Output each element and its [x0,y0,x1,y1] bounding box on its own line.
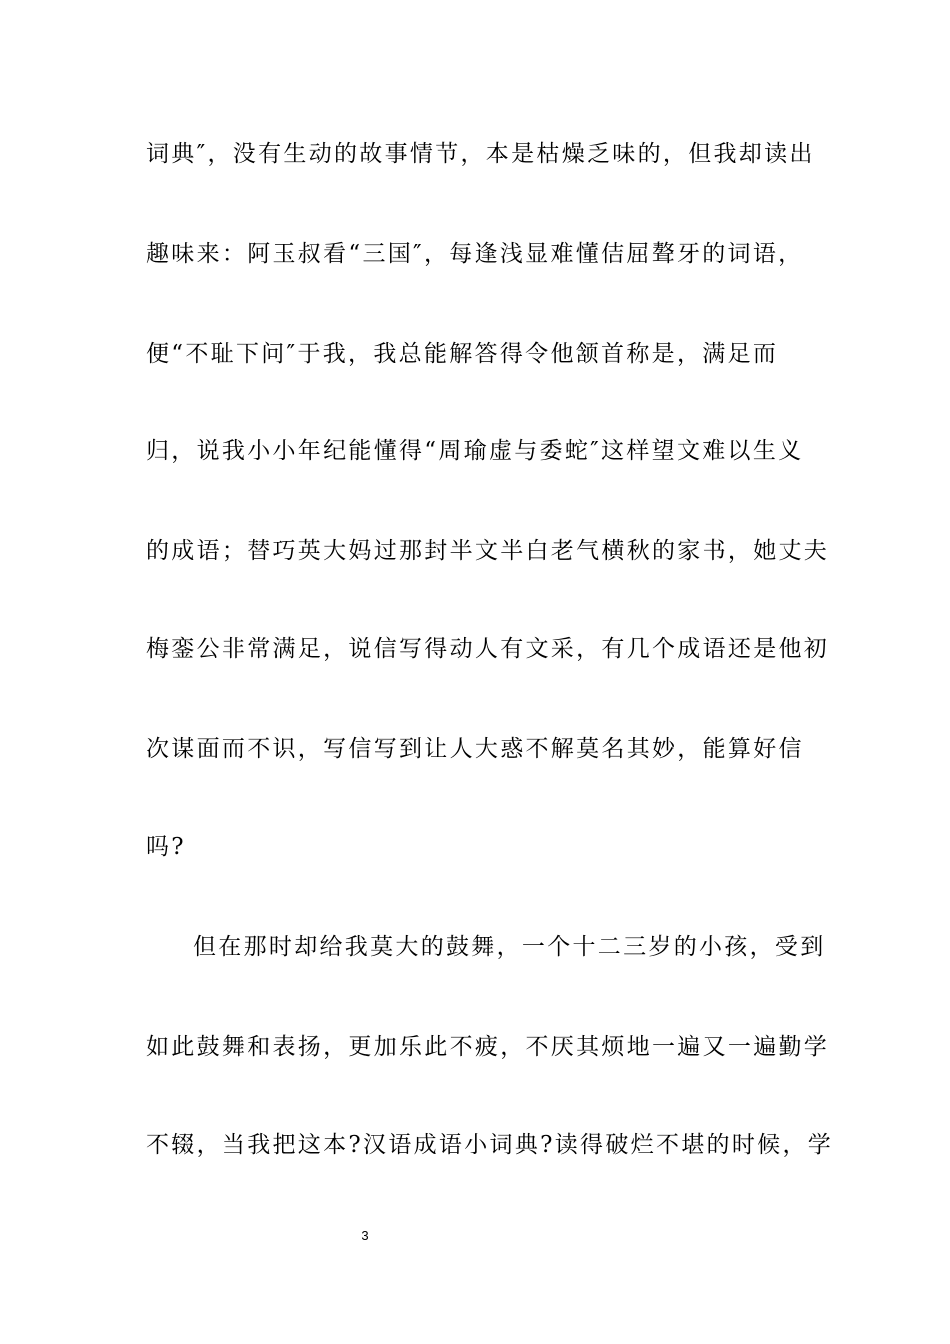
text-line: 的成语；替巧英大妈过那封半文半白老气横秋的家书，她丈夫 [146,538,830,564]
text-line: 词典″，没有生动的故事情节，本是枯燥乏味的，但我却读出 [146,141,815,167]
text-line: 如此鼓舞和表扬，更加乐此不疲，不厌其烦地一遍又一遍勤学 [146,1034,830,1060]
text-line: 梅銮公非常满足，说信写得动人有文采，有几个成语还是他初 [146,636,830,662]
text-line: 次谋面而不识，写信写到让人大惑不解莫名其妙，能算好信 [146,736,804,762]
text-line: 趣味来：阿玉叔看“三国″，每逢浅显难懂佶屈聱牙的词语， [146,241,804,267]
text-line: 吗? [146,834,186,860]
page-number: 3 [361,1228,369,1243]
text-line: 归，说我小小年纪能懂得“周瑜虚与委蛇″这样望文难以生义 [146,438,804,464]
paragraph-first-line: 但在那时却给我莫大的鼓舞，一个十二三岁的小孩，受到 [193,934,826,960]
text-line: 便“不耻下问″于我，我总能解答得令他颔首称是，满足而 [146,341,779,367]
text-line: 不辍，当我把这本?汉语成语小词典?读得破烂不堪的时候，学 [146,1132,834,1158]
